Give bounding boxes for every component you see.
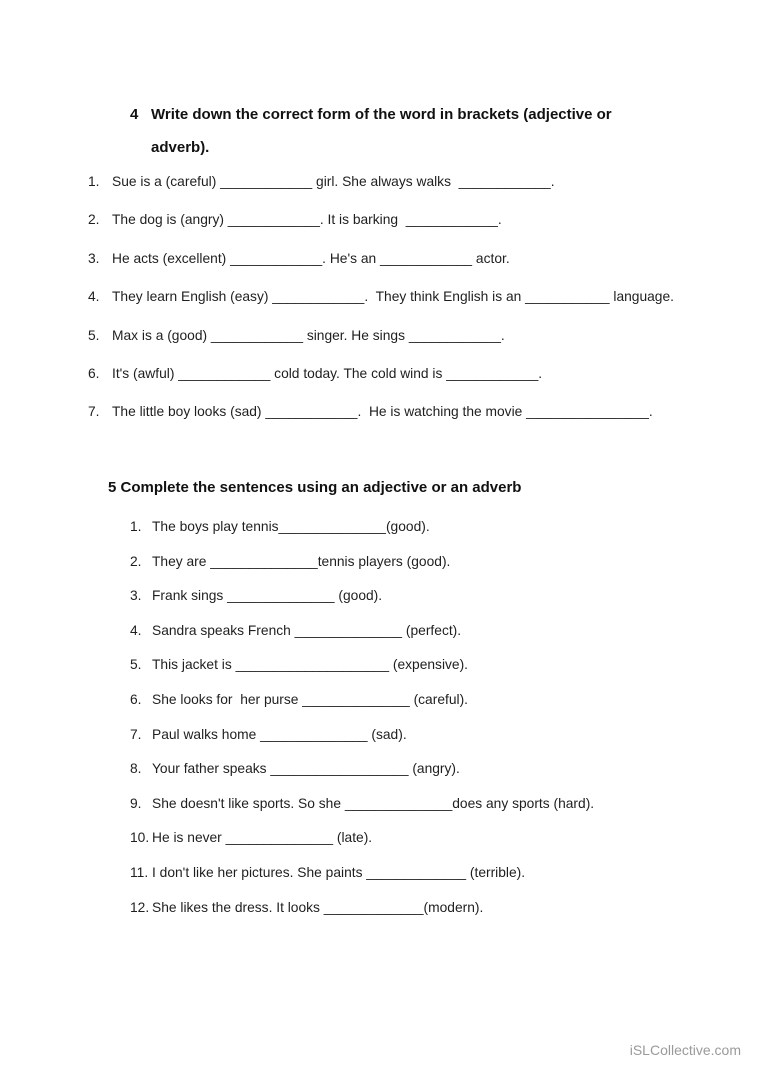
item-text: The dog is (angry) ____________. It is barking ____________. xyxy=(112,212,502,228)
item-text: Frank sings ______________ (good). xyxy=(152,588,383,604)
item-number: 4. xyxy=(130,622,142,638)
item-number: 4. xyxy=(88,289,100,305)
exercise4-title-line2: adverb). xyxy=(151,139,210,156)
item-text: They learn English (easy) ____________. They think English is an ___________ language. xyxy=(112,289,674,305)
item-text: Max is a (good) ____________ singer. He sings ____________. xyxy=(112,327,505,343)
s5-item-6 xyxy=(130,690,594,710)
islcollective-watermark: iSLCollective.com xyxy=(629,1042,741,1058)
item-number: 1. xyxy=(88,174,100,189)
item-text: She doesn't like sports. So she ______________does any sports (hard). xyxy=(152,795,595,811)
item-text: He acts (excellent) ____________. He's an ____________ actor. xyxy=(112,250,510,266)
item-number: 2. xyxy=(88,212,100,228)
item-number: 10. xyxy=(130,830,150,846)
exercise4-title xyxy=(151,98,612,164)
item-number: 5. xyxy=(130,657,142,673)
s5-item-3 xyxy=(130,586,594,606)
item-number: 6. xyxy=(88,365,100,381)
s5-item-12 xyxy=(130,898,594,918)
exercise5-list xyxy=(130,517,594,932)
s5-item-11 xyxy=(130,863,594,883)
s4-item-6 xyxy=(88,364,674,384)
s4-item-1 xyxy=(88,172,674,192)
s4-item-2 xyxy=(88,210,674,230)
item-text: This jacket is ____________________ (expensive). xyxy=(152,657,469,673)
s4-item-4 xyxy=(88,287,674,307)
item-text: She looks for her purse ______________ (careful). xyxy=(152,691,469,707)
item-number: 9. xyxy=(130,795,142,811)
item-text: I don't like her pictures. She paints _____________ (terrible). xyxy=(152,864,526,880)
exercise4-heading xyxy=(130,98,612,164)
s4-item-7 xyxy=(88,402,674,422)
s5-item-7 xyxy=(130,725,594,745)
item-text: He is never ______________ (late). xyxy=(152,830,373,846)
item-number: 7. xyxy=(88,404,100,420)
item-text: She likes the dress. It looks _____________(modern). xyxy=(152,899,484,915)
item-number: 3. xyxy=(88,250,100,266)
item-number: 8. xyxy=(130,761,142,777)
item-number: 7. xyxy=(130,726,142,742)
item-number: 1. xyxy=(130,519,142,534)
item-text: Your father speaks __________________ (angry). xyxy=(152,761,460,777)
exercise4-number: 4 xyxy=(130,106,139,123)
item-number: 3. xyxy=(130,588,142,604)
s5-item-5 xyxy=(130,655,594,675)
item-number: 6. xyxy=(130,691,142,707)
exercise5-heading: 5 Complete the sentences using an adjective or an adverb xyxy=(108,479,522,496)
item-text: The boys play tennis______________(good). xyxy=(152,519,430,534)
item-text: Paul walks home ______________ (sad). xyxy=(152,726,407,742)
s5-item-2 xyxy=(130,552,594,572)
s4-item-5 xyxy=(88,326,674,346)
s5-item-10 xyxy=(130,828,594,848)
exercise4-title-line1: Write down the correct form of the word in brackets (adjective or xyxy=(151,106,612,123)
item-text: The little boy looks (sad) ____________. He is watching the movie ________________. xyxy=(112,404,653,420)
s5-item-9 xyxy=(130,794,594,814)
item-number: 2. xyxy=(130,553,142,569)
s5-item-1 xyxy=(130,517,594,537)
item-text: It's (awful) ____________ cold today. The cold wind is ____________. xyxy=(112,365,543,381)
item-text: They are ______________tennis players (good). xyxy=(152,553,451,569)
item-number: 5. xyxy=(88,327,100,343)
item-text: Sue is a (careful) ____________ girl. She always walks ____________. xyxy=(112,174,555,189)
item-number: 11. xyxy=(130,864,149,880)
s5-item-8 xyxy=(130,759,594,779)
exercise4-list xyxy=(88,172,674,441)
item-text: Sandra speaks French ______________ (perfect). xyxy=(152,622,462,638)
s5-item-4 xyxy=(130,621,594,641)
s4-item-3 xyxy=(88,249,674,269)
item-number: 12. xyxy=(130,899,150,915)
